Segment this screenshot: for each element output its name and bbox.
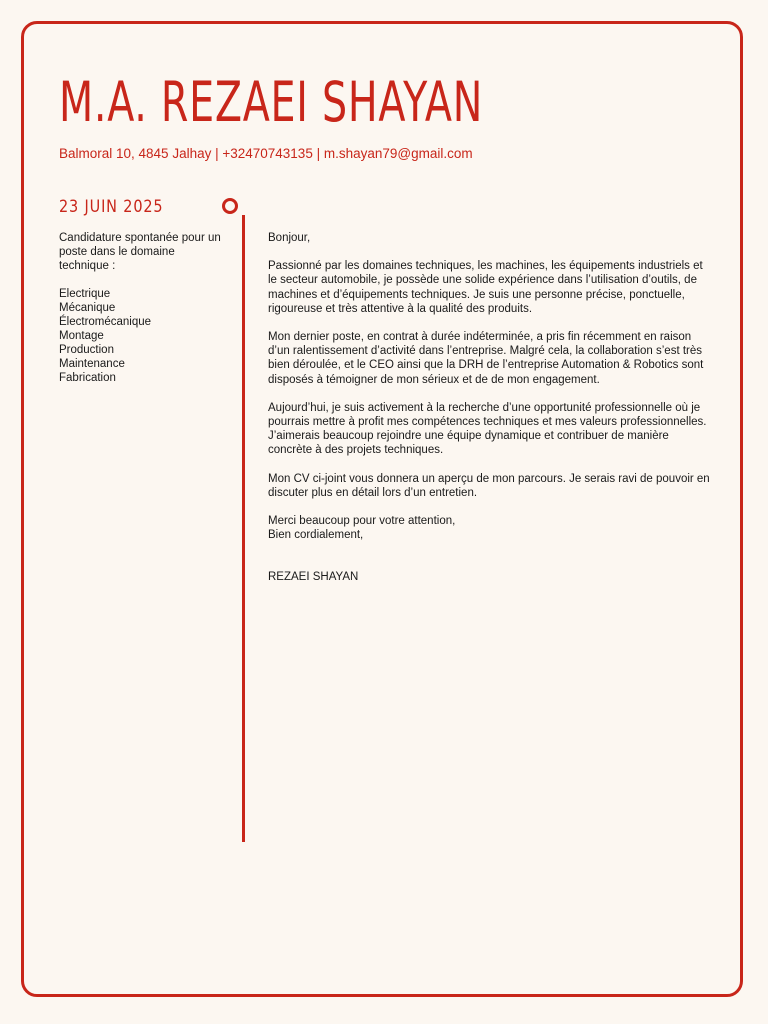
domain-item: Fabrication bbox=[59, 372, 116, 384]
letter-body bbox=[268, 231, 713, 599]
closing-thanks: Merci beaucoup pour votre attention, bbox=[268, 515, 456, 528]
domain-item: Maintenance bbox=[59, 358, 125, 370]
domain-item: Electrique bbox=[59, 288, 111, 300]
domain-item: Électromécanique bbox=[59, 316, 152, 328]
closing-regards: Bien cordialement, bbox=[268, 529, 364, 542]
letter-paragraph: Mon dernier poste, en contrat à durée indéterminée, a pris fin récemment en raison d’un ralentissement d’activité dans l’entreprise. Malgré cela, la collaboration s’est très bien déroulée, et le CEO ainsi que la DRH de l’entreprise Automation & Robotics sont disposés à témoigner de mon sérieux et de de mon engagement. bbox=[268, 331, 704, 386]
letter-greeting: Bonjour, bbox=[268, 232, 311, 244]
domain-item: Production bbox=[59, 344, 114, 356]
letter-date: 23 JUIN 2025 bbox=[59, 197, 164, 217]
letter-paragraph: Aujourd’hui, je suis activement à la recherche d’une opportunité professionnelle où je pourrais mettre à profit mes compétences techniques et mes valeurs professionnelles. J’aimerais beaucoup rejoindre une équipe dynamique et contribuer de manière concrète à des projets techniques. bbox=[268, 401, 707, 457]
sidebar bbox=[59, 231, 221, 385]
sidebar-intro: Candidature spontanée pour un poste dans le domaine technique : bbox=[59, 232, 221, 272]
domain-list bbox=[59, 287, 221, 385]
timeline-circle-icon bbox=[222, 198, 238, 214]
letter-closing bbox=[268, 514, 713, 542]
letter-paragraph: Passionné par les domaines techniques, les machines, les équipements industriels et le secteur automobile, je possède une solide expérience dans l’utilisation d’outils, de machines et d’équipements techniques. Je suis une personne précise, ponctuelle, rigoureuse et très attentive à la qualité des produits. bbox=[268, 260, 703, 315]
domain-item: Montage bbox=[59, 330, 104, 342]
letter-paragraph: Mon CV ci-joint vous donnera un aperçu de mon parcours. Je serais ravi de pouvoir en discuter plus en détail lors d’un entretien. bbox=[268, 472, 710, 499]
applicant-name: M.A. REZAEI SHAYAN bbox=[59, 70, 484, 134]
domain-item: Mécanique bbox=[59, 302, 116, 314]
divider-line bbox=[242, 215, 245, 842]
letter-signature: REZAEI SHAYAN bbox=[268, 571, 359, 584]
contact-info: Balmoral 10, 4845 Jalhay | +32470743135 | m.shayan79@gmail.com bbox=[59, 146, 473, 161]
